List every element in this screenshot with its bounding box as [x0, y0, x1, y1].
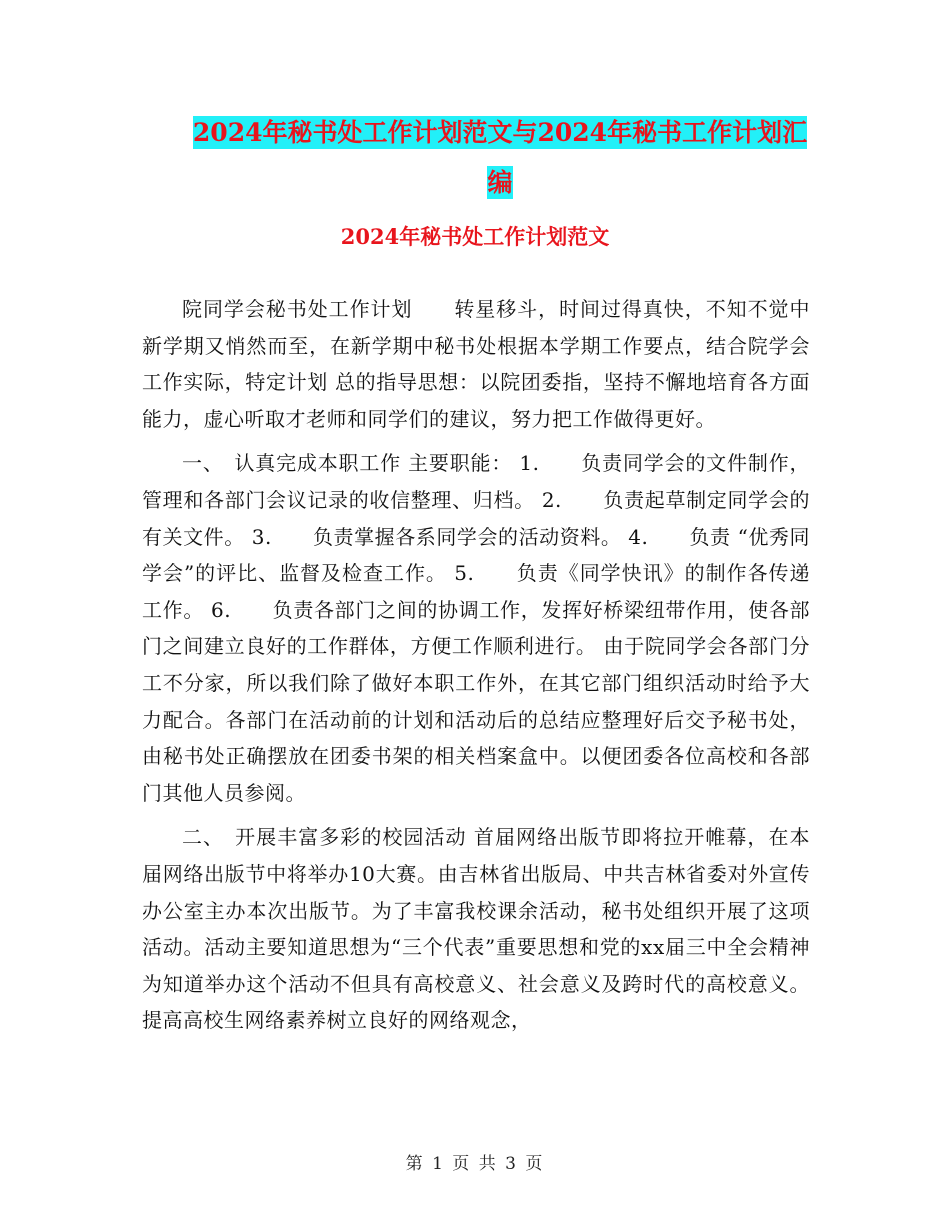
document-title-line-2: 编: [487, 168, 513, 197]
paragraph-section-one: 一、 认真完成本职工作 主要职能： 1. 负责同学会的文件制作，管理和各部门会议记录的收信整理、归档。 2. 负责起草制定同学会的有关文件。 3. 负责掌握各系同学会的活动资料。 4. 负责 “优秀同学会”的评比、监督及检查工作。 5. 负责《同学快讯》的制作各传递工作。 6. 负责各部门之间的协调工作，发挥好桥梁纽带作用，使各部门之间建立良好的工作群体，方便工作顺利进行。 由于院同学会各部门分工不分家，所以我们除了做好本职工作外，在其它部门组织活动时给予大力配合。各部门在活动前的计划和活动后的总结应整理好后交予秘书处，由秘书处正确摆放在团委书架的相关档案盒中。以便团委各位高校和各部门其他人员参阅。: [142, 451, 810, 805]
document-title: [150, 108, 850, 208]
document-title-line-1: 2024年秘书处工作计划范文与2024年秘书工作计划汇: [192, 118, 808, 147]
document-body: [142, 291, 810, 1047]
page-number-footer: 第 1 页 共 3 页: [405, 1154, 545, 1174]
paragraph-section-two: 二、 开展丰富多彩的校园活动 首届网络出版节即将拉开帷幕，在本届网络出版节中将举办10大赛。由吉林省出版局、中共吉林省委对外宣传办公室主办本次出版节。为了丰富我校课余活动，秘书处组织开展了这项活动。活动主要知道思想为“三个代表”重要思想和党的xx届三中全会精神为知道举办这个活动不但具有高校意义、社会意义及跨时代的高校意义。提高高校生网络素养树立良好的网络观念，: [142, 825, 810, 1033]
paragraph-intro: 院同学会秘书处工作计划 转星移斗，时间过得真快，不知不觉中新学期又悄然而至，在新学期中秘书处根据本学期工作要点，结合院学会工作实际，特定计划 总的指导思想：以院团委指，坚持不懈地培育各方面能力，虚心听取才老师和同学们的建议，努力把工作做得更好。: [142, 297, 810, 431]
section-title: 2024年秘书处工作计划范文: [340, 224, 610, 249]
